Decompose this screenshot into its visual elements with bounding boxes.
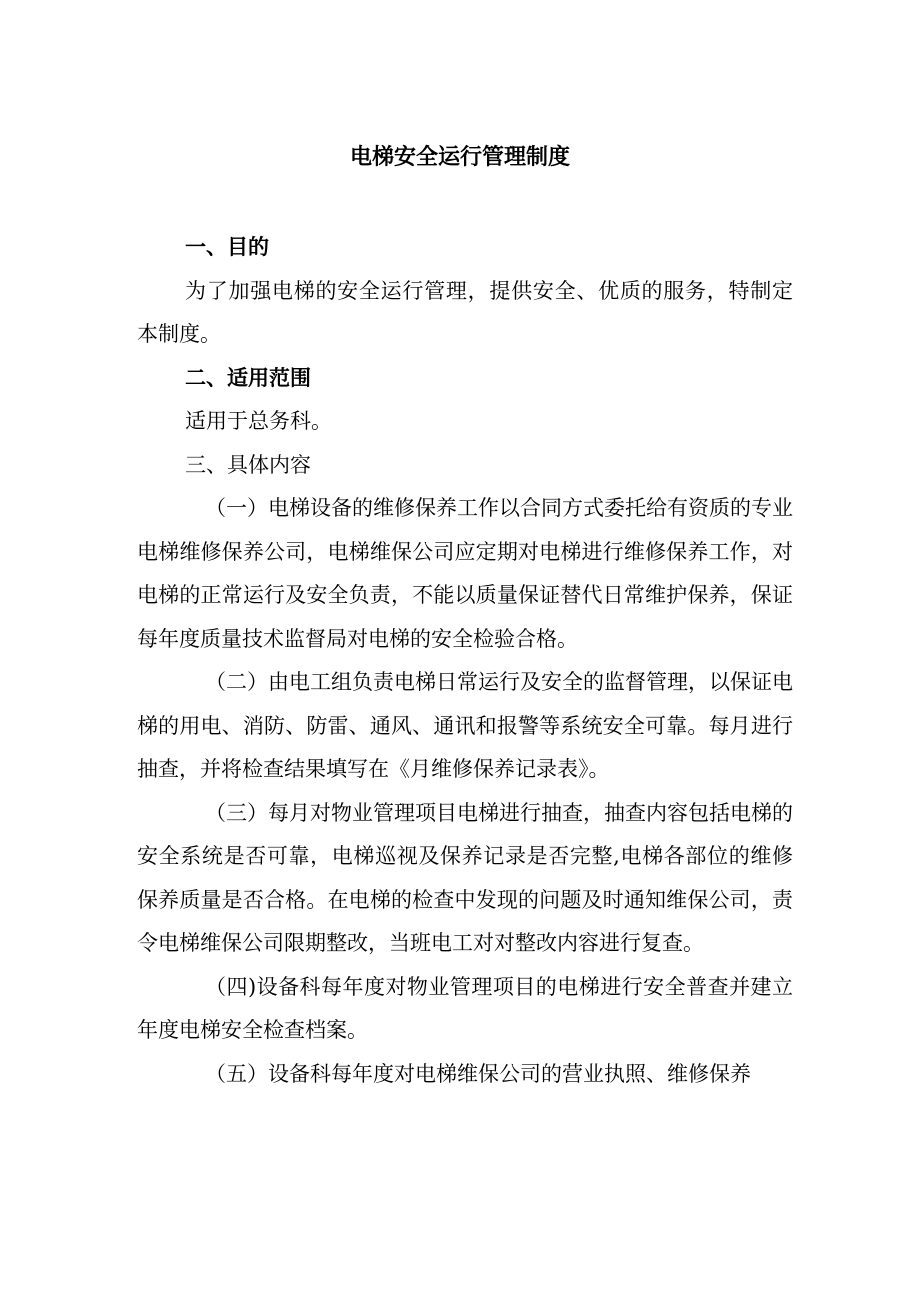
content-item-1: （一）电梯设备的维修保养工作以合同方式委托给有资质的专业电梯维修保养公司，电梯维保公司应定期对电梯进行维修保养工作，对电梯的正常运行及安全负责，不能以质量保证替代日常维护保养，保证每年度质量技术监督局对电梯的安全检验合格。 — [137, 496, 793, 651]
content-item-2: （二）由电工组负责电梯日常运行及安全的监督管理，以保证电梯的用电、消防、防雷、通风、通讯和报警等系统安全可靠。每月进行抽查，并将检查结果填写在《月维修保养记录表》。 — [137, 670, 793, 781]
content-item-4: （四)设备科每年度对物业管理项目的电梯进行安全普查并建立年度电梯安全检查档案。 — [137, 974, 793, 1042]
document-body — [137, 226, 793, 1096]
section-heading-content: 三、具体内容 — [185, 452, 311, 477]
content-item-5: （五）设备科每年度对电梯维保公司的营业执照、维修保养 — [205, 1061, 751, 1086]
paragraph-scope: 适用于总务科。 — [185, 409, 332, 433]
document-title: 电梯安全运行管理制度 — [349, 145, 570, 170]
paragraph-purpose: 为了加强电梯的安全运行管理，提供安全、优质的服务，特制定本制度。 — [137, 278, 793, 346]
section-heading-scope: 二、适用范围 — [185, 365, 311, 390]
content-item-3: （三）每月对物业管理项目电梯进行抽查，抽查内容包括电梯的安全系统是否可靠，电梯巡视及保养记录是否完整,电梯各部位的维修保养质量是否合格。在电梯的检查中发现的问题及时通知维保公司，责令电梯维保公司限期整改，当班电工对对整改内容进行复查。 — [137, 800, 793, 955]
section-heading-purpose: 一、目的 — [185, 235, 269, 259]
